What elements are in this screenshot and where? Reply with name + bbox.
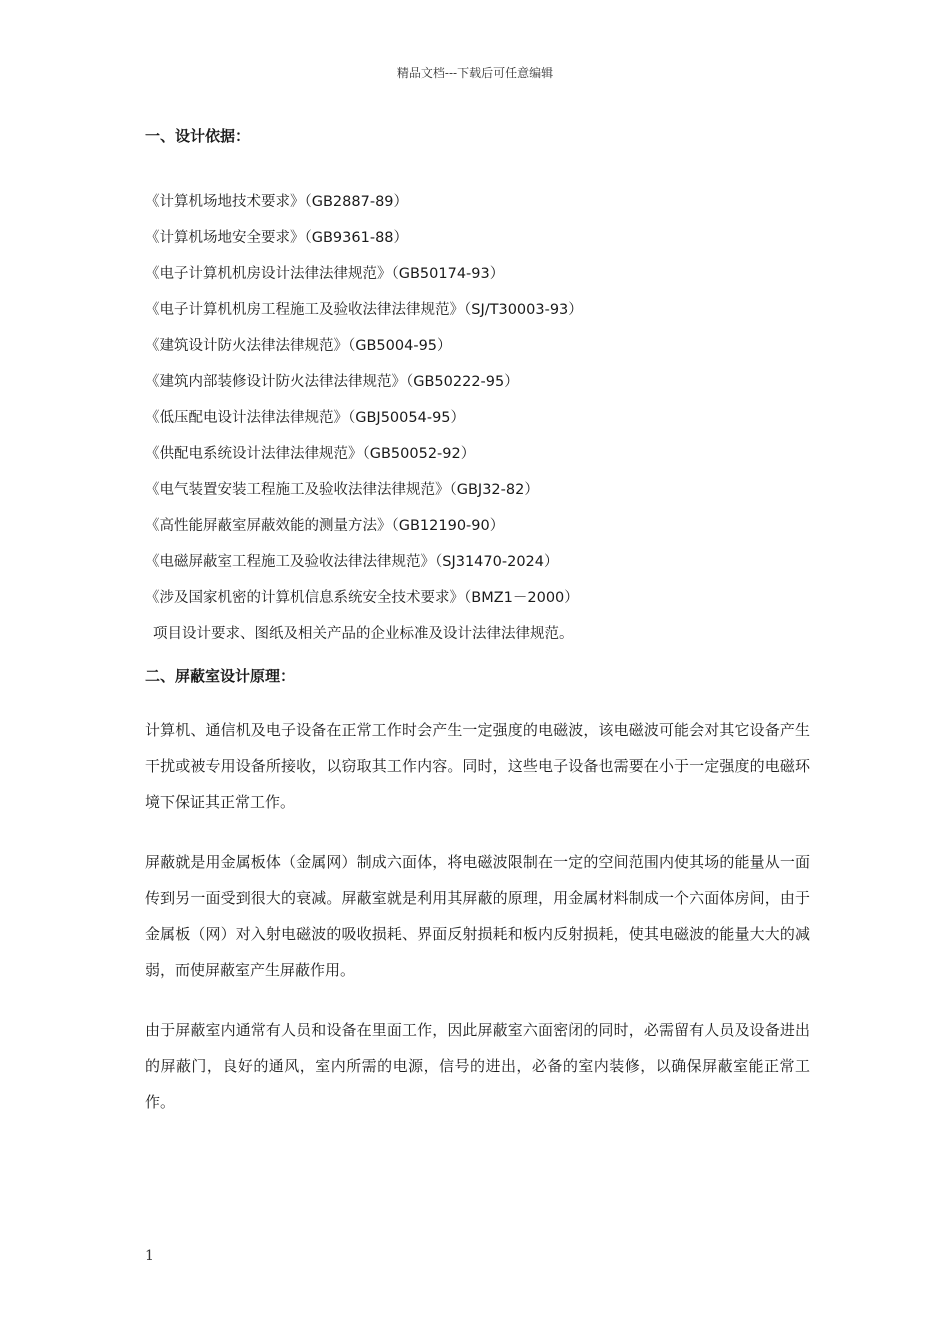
reference-list: [145, 184, 810, 652]
document-body: [145, 124, 810, 1120]
paragraph-shielded-room-requirements: 由于屏蔽室内通常有人员和设备在里面工作，因此屏蔽室六面密闭的同时，必需留有人员及设备进出的屏蔽门，良好的通风，室内所需的电源，信号的进出，必备的室内装修，以确保屏蔽室能正常工作。: [145, 1021, 810, 1111]
paragraph-electromagnetic-emission: 计算机、通信机及电子设备在正常工作时会产生一定强度的电磁波，该电磁波可能会对其它设备产生干扰或被专用设备所接收，以窃取其工作内容。同时，这些电子设备也需要在小于一定强度的电磁环境下保证其正常工作。: [145, 721, 810, 811]
reference-item: 《低压配电设计法律法律规范》（GBJ50054-95）: [145, 410, 466, 426]
page-header: 精品文档---下载后可任意编辑: [396, 66, 554, 80]
reference-item: 《高性能屏蔽室屏蔽效能的测量方法》（GB12190-90）: [145, 518, 505, 534]
reference-item: 《计算机场地技术要求》（GB2887-89）: [145, 194, 409, 210]
reference-item: 《电磁屏蔽室工程施工及验收法律法律规范》（SJ31470-2024）: [145, 554, 559, 570]
reference-item: 《供配电系统设计法律法律规范》（GB50052-92）: [145, 446, 476, 462]
reference-item: 《电子计算机机房工程施工及验收法律法律规范》（SJ/T30003-93）: [145, 302, 583, 318]
reference-item: 《电气装置安装工程施工及验收法律法律规范》（GBJ32-82）: [145, 482, 539, 498]
reference-item: 《电子计算机机房设计法律法律规范》（GB50174-93）: [145, 266, 505, 282]
paragraph-shielding-definition: 屏蔽就是用金属板体（金属网）制成六面体，将电磁波限制在一定的空间范围内使其场的能量从一面传到另一面受到很大的衰减。屏蔽室就是利用其屏蔽的原理，用金属材料制成一个六面体房间，由于金属板（网）对入射电磁波的吸收损耗、界面反射损耗和板内反射损耗，使其电磁波的能量大大的减弱，而使屏蔽室产生屏蔽作用。: [145, 853, 810, 979]
reference-item: 《涉及国家机密的计算机信息系统安全技术要求》（BMZ1－2000）: [145, 590, 579, 606]
section-heading-design-basis: 一、设计依据：: [145, 127, 251, 145]
reference-item: 《建筑内部装修设计防火法律法律规范》（GB50222-95）: [145, 374, 519, 390]
reference-item-project-requirements: 项目设计要求、图纸及相关产品的企业标准及设计法律法律规范。: [153, 626, 574, 642]
page-number: 1: [145, 1248, 154, 1264]
reference-item: 《计算机场地安全要求》（GB9361-88）: [145, 230, 409, 246]
section-heading-shielding-principle: 二、屏蔽室设计原理：: [145, 667, 296, 685]
reference-item: 《建筑设计防火法律法律规范》（GB5004-95）: [145, 338, 452, 354]
